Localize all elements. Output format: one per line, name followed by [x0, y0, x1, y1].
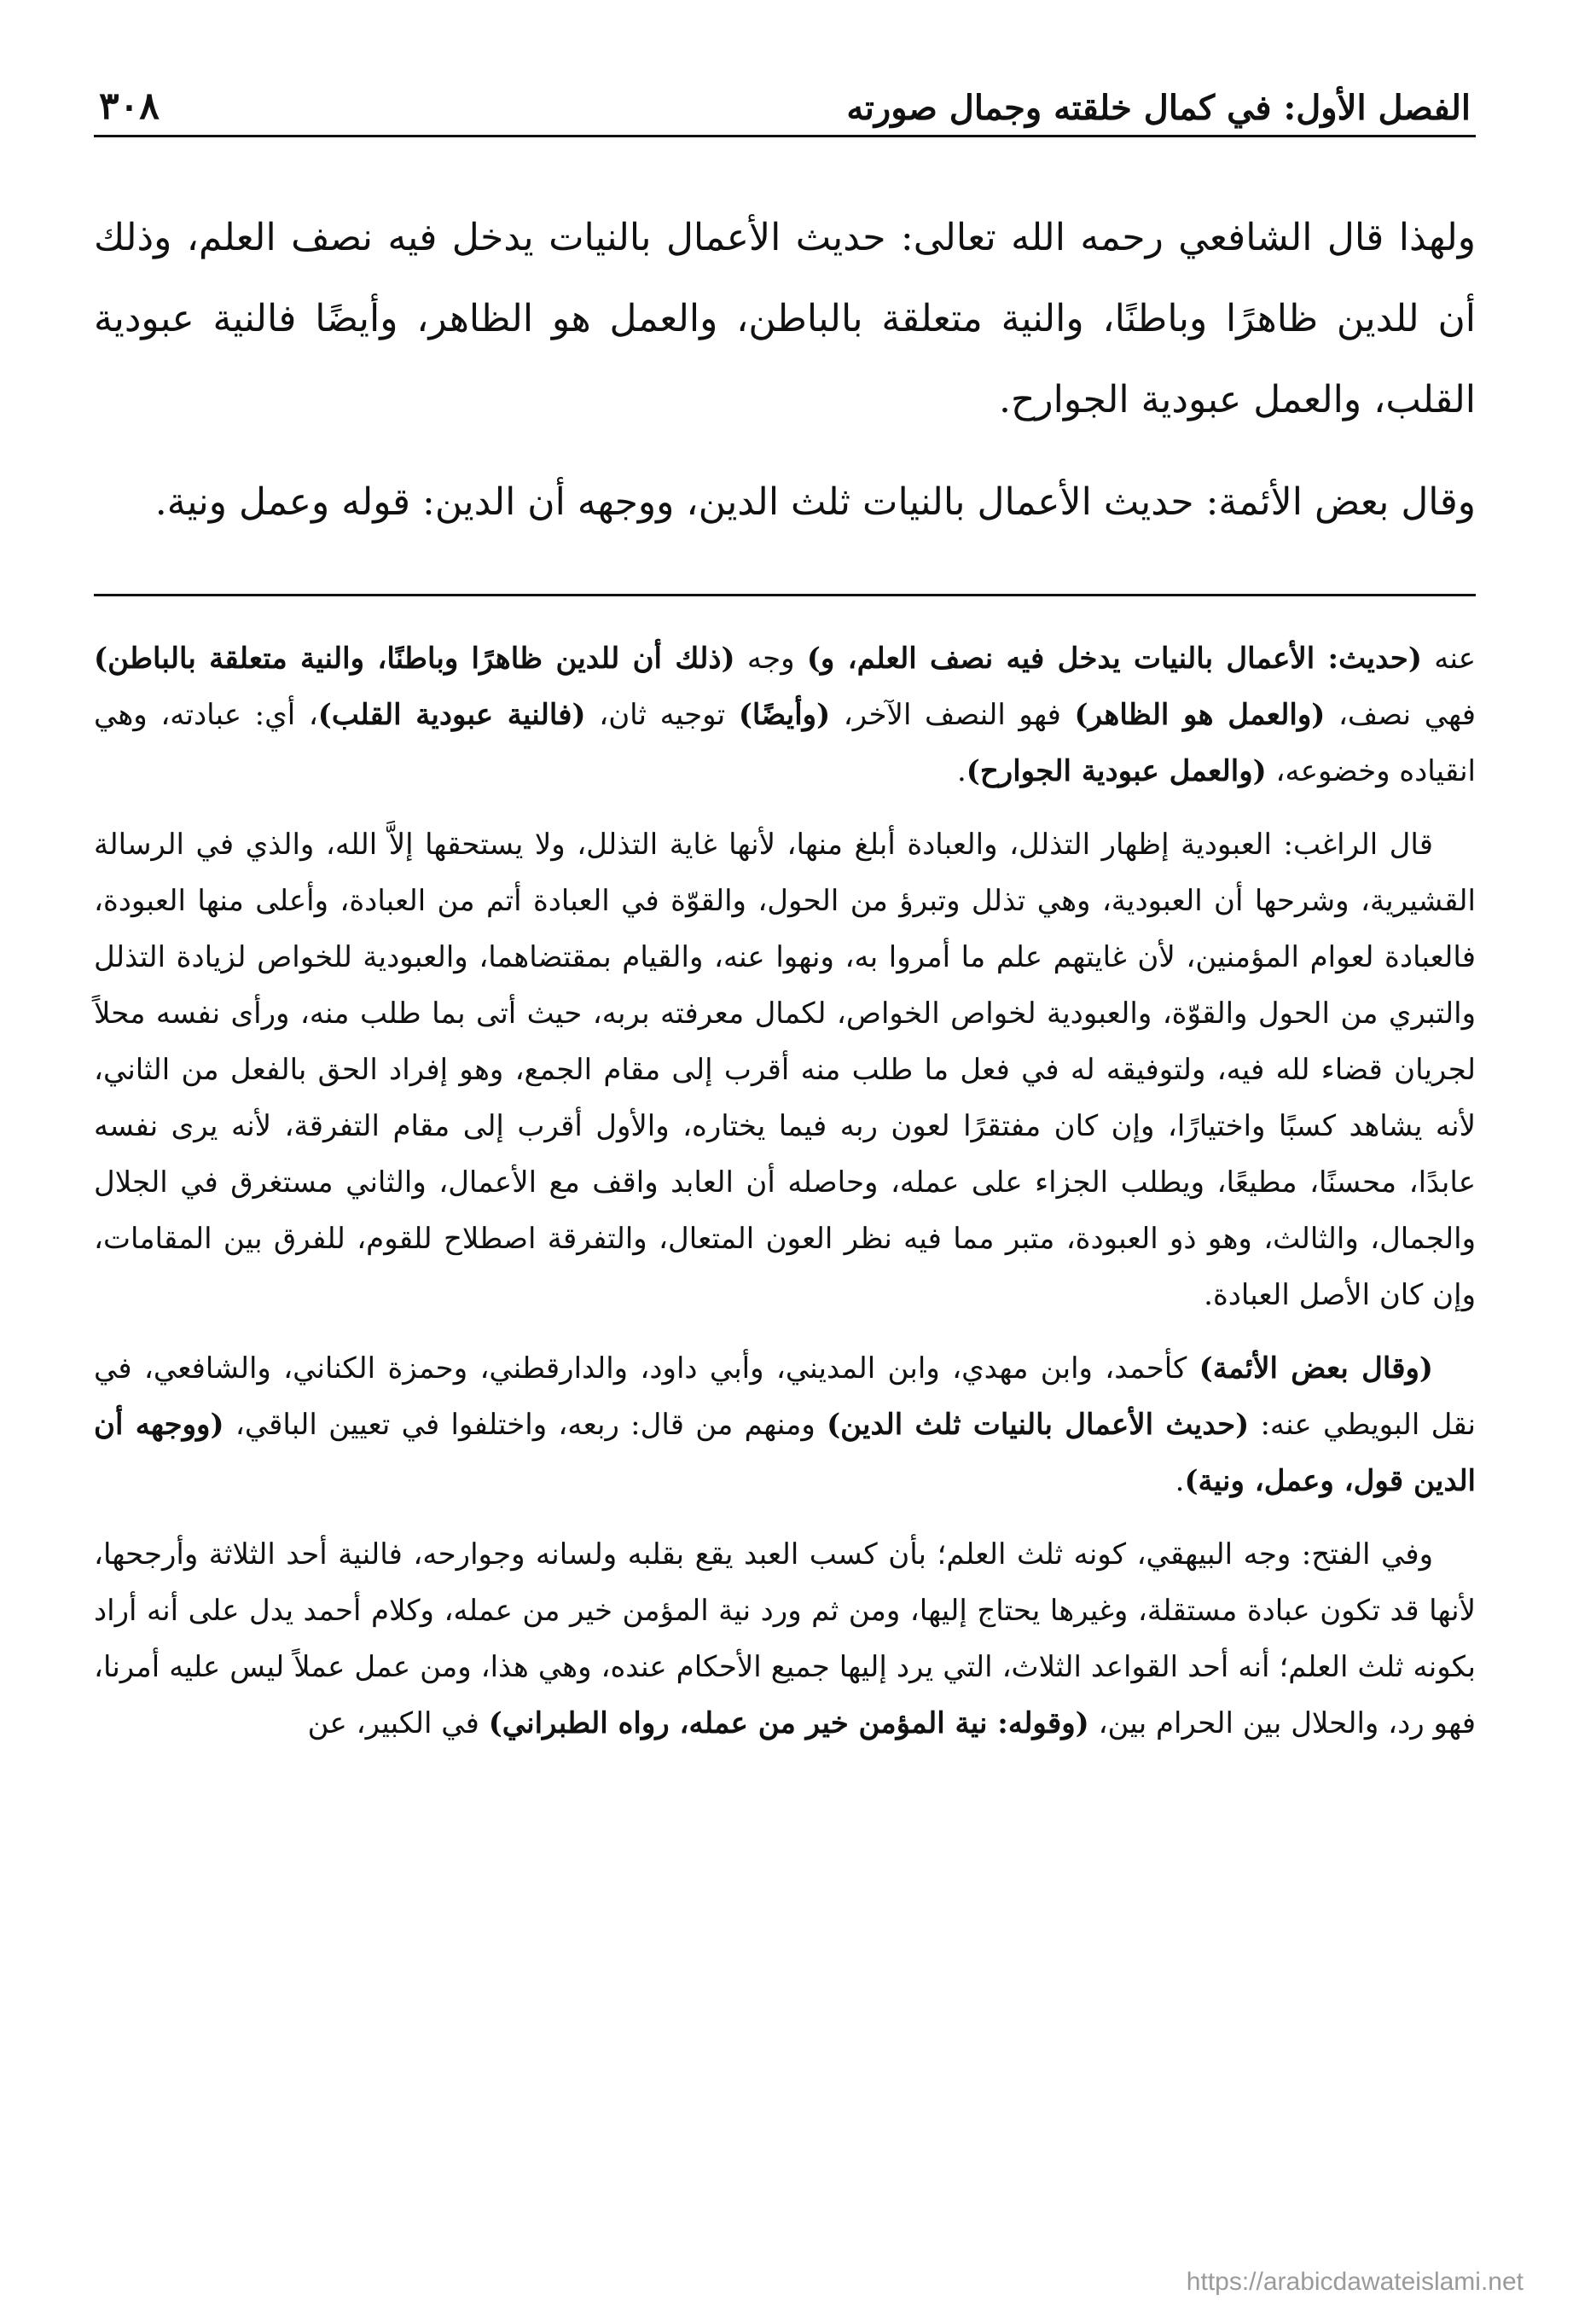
- commentary-text: ومنهم من قال: ربعه، واختلفوا في تعيين الباقي،: [223, 1408, 827, 1442]
- commentary-text: عنه: [1421, 642, 1476, 676]
- quoted-text: (حديث: الأعمال بالنيات يدخل فيه نصف العلم، و): [806, 642, 1422, 676]
- commentary-text: .: [1175, 1464, 1185, 1498]
- chapter-title: الفصل الأول: في كمال خلقته وجمال صورته: [846, 88, 1471, 128]
- commentary-text: كأحمد، وابن مهدي، وابن المديني، وأبي داود، والدارقطني، وحمزة الكناني، والشافعي، في نقل البويطي عنه:: [94, 1351, 1476, 1442]
- commentary-text: توجيه ثان،: [585, 698, 739, 732]
- commentary-paragraph-4: [94, 1526, 1476, 1752]
- quoted-text: (ووجهه أن الدين قول، وعمل، ونية): [94, 1408, 1476, 1498]
- commentary-divider: [94, 594, 1476, 596]
- quoted-text: (وقوله: نية المؤمن خير من عمله، رواه الطبراني): [488, 1706, 1089, 1740]
- commentary-text: ، أي: عبادته، وهي انقياده وخضوعه،: [94, 698, 1476, 788]
- commentary-text: فهو النصف الآخر،: [830, 698, 1075, 732]
- quoted-text: (فالنية عبودية القلب): [317, 698, 586, 732]
- main-paragraph-2: وقال بعض الأئمة: حديث الأعمال بالنيات ثلث الدين، ووجهه أن الدين: قوله وعمل ونية.: [154, 480, 1476, 524]
- watermark-url: https://arabicdawateislami.net: [1186, 2268, 1524, 2296]
- commentary-section: [94, 630, 1476, 1752]
- quoted-text: (وأيضًا): [738, 698, 831, 732]
- commentary-paragraph-1: [94, 630, 1476, 799]
- commentary-paragraph-3: [94, 1340, 1476, 1509]
- commentary-text: وفي الفتح: وجه البيهقي، كونه ثلث العلم؛ بأن كسب العبد يقع بقلبه ولسانه وجوارحه، فالنية أحد الثلاثة وأرجحها، لأنها قد تكون عبادة مستقلة، وغيرها يحتاج إليها، ومن ثم ورد نية المؤمن خير من عمله، وكلام أحمد يدل على أنه أراد بكونه ثلث العلم؛ أنه أحد القواعد الثلاث، التي يرد إليها جميع الأحكام عنده، وهي هذا، ومن عمل عملاً ليس عليه أمرنا، فهو رد، والحلال بين الحرام بين،: [94, 1537, 1476, 1740]
- quoted-text: (والعمل عبودية الجوارح): [966, 754, 1267, 788]
- quoted-text: (والعمل هو الظاهر): [1074, 698, 1326, 732]
- quoted-text: (ذلك أن للدين ظاهرًا وباطنًا، والنية متعلقة بالباطن): [94, 642, 735, 676]
- quoted-text: (حديث الأعمال بالنيات ثلث الدين): [827, 1408, 1250, 1442]
- commentary-text: في الكبير، عن: [307, 1706, 489, 1740]
- quoted-text: (وقال بعض الأئمة): [1199, 1351, 1433, 1386]
- commentary-text: فهي نصف،: [1325, 698, 1476, 732]
- main-paragraph-1: ولهذا قال الشافعي رحمه الله تعالى: حديث الأعمال بالنيات يدخل فيه نصف العلم، وذلك أن للدين ظاهرًا وباطنًا، والنية متعلقة بالباطن، والعمل هو الظاهر، وأيضًا فالنية عبودية القلب، والعمل عبودية الجوارح.: [94, 216, 1476, 421]
- book-page: [94, 68, 1476, 2286]
- commentary-text: وجه: [734, 642, 807, 676]
- commentary-text: .: [956, 754, 966, 788]
- page-number: ٣٠٨: [99, 84, 160, 128]
- commentary-paragraph-2: قال الراغب: العبودية إظهار التذلل، والعبادة أبلغ منها، لأنها غاية التذلل، ولا يستحقها إلاَّ الله، والذي في الرسالة القشيرية، وشرحها أن العبودية، وهي تذلل وتبرؤ من الحول، والقوّة في العبادة أتم من العبادة، وأعلى منها العبودة، فالعبادة لعوام المؤمنين، لأن غايتهم علم ما أمروا به، ونهوا عنه، والقيام بمقتضاهما، والعبودية للخواص لزيادة التذلل والتبري من الحول والقوّة، والعبودية لخواص الخواص، لكمال معرفته بربه، حيث أتى بما طلب منه، ورأى نفسه محلاً لجريان قضاء لله فيه، ولتوفيقه له في فعل ما طلب منه أقرب إلى مقام الجمع، وهو إفراد الحق بالفعل من الثاني، لأنه يشاهد كسبًا واختيارًا، وإن كان مفتقرًا لعون ربه فيما يختاره، والأول أقرب إلى مقام التفرقة، لأنه يرى نفسه عابدًا، محسنًا، مطيعًا، ويطلب الجزاء على عمله، وحاصله أن العابد واقف مع الأعمال، والثاني مستغرق في الجلال والجمال، والثالث، وهو ذو العبودة، متبر مما فيه نظر العون المتعال، والتفرقة اصطلاح للقوم، للفرق بين المقامات، وإن كان الأصل العبادة.: [94, 828, 1476, 1312]
- main-text: [94, 197, 1476, 543]
- running-header: [94, 68, 1476, 137]
